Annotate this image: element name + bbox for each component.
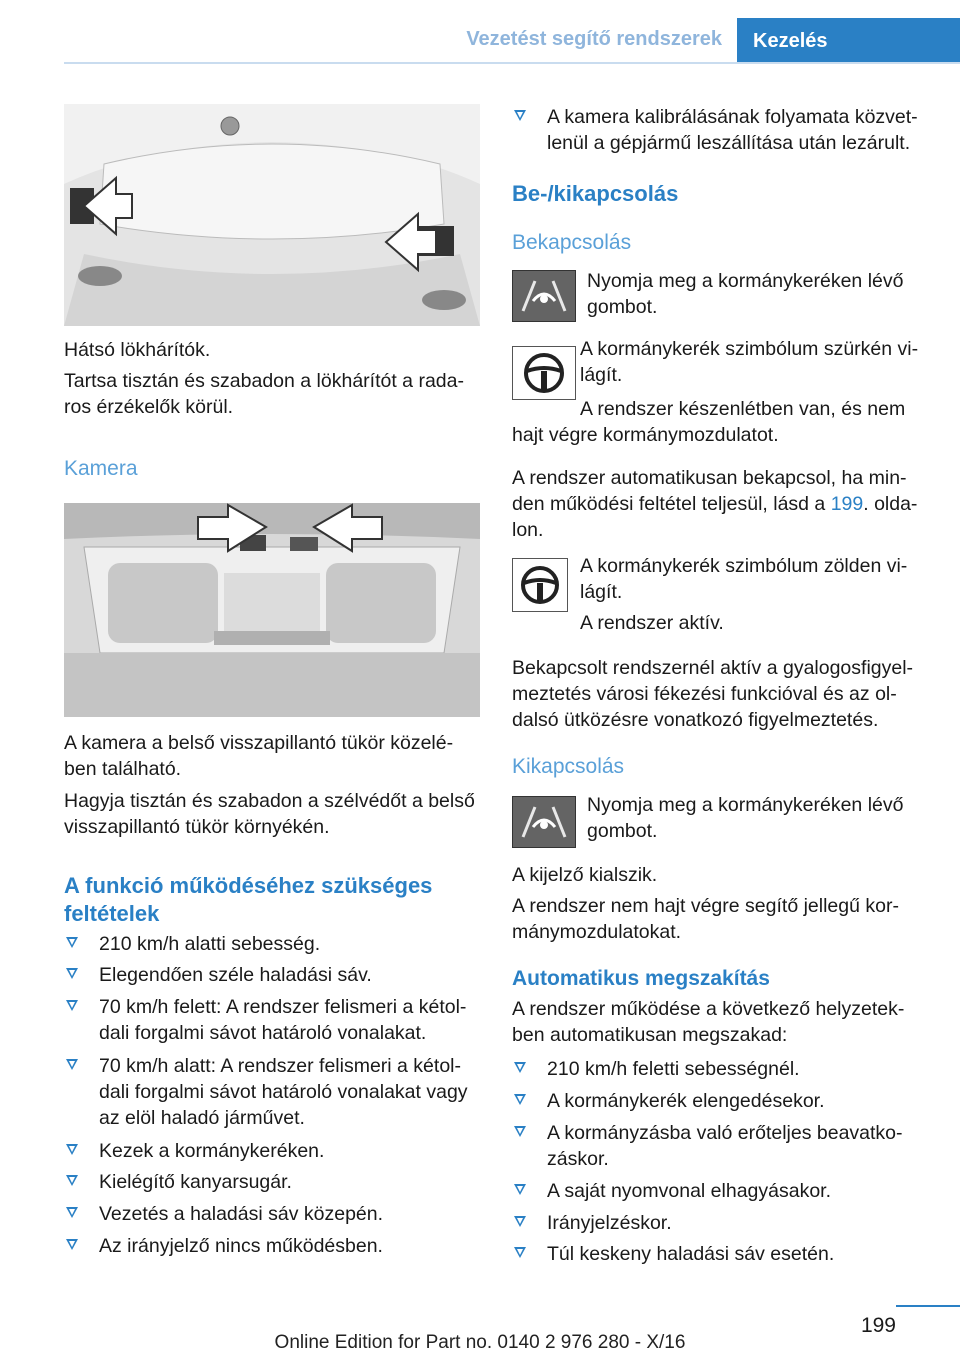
steering-wheel-green-icon: [512, 558, 568, 612]
off-heading: Kikapcsolás: [512, 755, 625, 778]
camera-interior-image: [64, 503, 480, 717]
list-item: Kezek a kormánykeréken.: [64, 1138, 482, 1164]
off-press-text: Nyomja meg a kormánykeréken lévő gombot.: [587, 794, 904, 842]
auto-on-paragraph: A rendszer automatikusan bekapcsol, ha min-den működési feltétel teljesül, lásd a 199. olda-lon.: [512, 467, 918, 541]
bullet-triangle-icon: [514, 1247, 526, 1258]
bullet-triangle-icon: [514, 1126, 526, 1137]
page-number: 199: [860, 1314, 896, 1337]
bullet-triangle-icon: [66, 937, 78, 948]
list-item: 210 km/h alatti sebesség.: [64, 931, 482, 957]
bullet-triangle-icon: [66, 1207, 78, 1218]
steering-assist-button-icon: [512, 796, 576, 848]
interrupt-heading: Automatikus megszakítás: [512, 967, 770, 990]
bumper-caption: Hátsó lökhárítók.: [64, 339, 211, 361]
edition-footer: Online Edition for Part no. 0140 2 976 280 - X/16: [274, 1332, 686, 1353]
list-item: Irányjelzéskor.: [512, 1210, 926, 1236]
list-item: 70 km/h alatt: A rendszer felismeri a kétol-dali forgalmi sávot határoló vonalakat vagy az elöl haladó járművet.: [64, 1053, 482, 1131]
activated-paragraph: Bekapcsolt rendszernél aktív a gyalogosfigyel-meztetés városi fékezési funkcióval és az ol-dalsó ütközésre vonatkozó figyelmeztetés.: [512, 657, 914, 731]
bullet-triangle-icon: [66, 1175, 78, 1186]
bullet-triangle-icon: [514, 110, 526, 121]
bullet-triangle-icon: [514, 1062, 526, 1073]
bullet-triangle-icon: [66, 1000, 78, 1011]
header-section-title: Vezetést segítő rendszerek: [466, 28, 722, 50]
list-item: Vezetés a haladási sáv közepén.: [64, 1201, 482, 1227]
bullet-triangle-icon: [514, 1184, 526, 1195]
list-item: Elegendően széle haladási sáv.: [64, 962, 482, 988]
gray-symbol-text: A kormánykerék szimbólum szürkén vi-lágít.: [580, 338, 919, 386]
rear-bumper-image: [64, 104, 480, 326]
list-item: A kormányzásba való erőteljes beavatko-záskor.: [512, 1120, 926, 1172]
interrupt-paragraph: A rendszer működése a következő helyzetek-ben automatikusan megszakad:: [512, 998, 905, 1046]
list-item: Kielégítő kanyarsugár.: [64, 1169, 482, 1195]
on-press-text: Nyomja meg a kormánykeréken lévő gombot.: [587, 270, 904, 318]
list-item: Túl keskeny haladási sáv esetén.: [512, 1241, 926, 1267]
list-item: 210 km/h feletti sebességnél.: [512, 1056, 926, 1082]
header-tab: Kezelés: [737, 18, 960, 64]
conditions-heading: A funkció működéséhez szükséges feltételek: [64, 873, 433, 926]
bullet-triangle-icon: [514, 1216, 526, 1227]
footer-rule: [896, 1305, 960, 1307]
active-text: A rendszer aktív.: [580, 612, 724, 634]
on-heading: Bekapcsolás: [512, 231, 632, 254]
bullet-triangle-icon: [514, 1094, 526, 1105]
kamera-paragraph-1: A kamera a belső visszapillantó tükör közelé-ben található.: [64, 732, 454, 780]
bullet-triangle-icon: [66, 1144, 78, 1155]
kamera-heading: Kamera: [64, 457, 138, 480]
list-item: A saját nyomvonal elhagyásakor.: [512, 1178, 926, 1204]
list-item: A kamera kalibrálásának folyamata közvet-lenül a gépjármű leszállítása után lezárult.: [512, 104, 926, 156]
list-item: A kormánykerék elengedésekor.: [512, 1088, 926, 1114]
onoff-heading: Be-/kikapcsolás: [512, 181, 679, 206]
list-item: Az irányjelző nincs működésben.: [64, 1233, 482, 1259]
bullet-triangle-icon: [66, 1239, 78, 1250]
bullet-triangle-icon: [66, 968, 78, 979]
bumper-paragraph: Tartsa tisztán és szabadon a lökhárítót a rada-ros érzékelők körül.: [64, 370, 464, 418]
bullet-triangle-icon: [66, 1059, 78, 1070]
no-steer-text: A rendszer nem hajt végre segítő jellegű kor-mánymozdulatokat.: [512, 895, 899, 943]
header-rule: [64, 62, 960, 64]
steering-wheel-gray-icon: [512, 346, 576, 400]
display-off-text: A kijelző kialszik.: [512, 864, 658, 886]
page-link[interactable]: 199: [830, 493, 864, 515]
green-symbol-text: A kormánykerék szimbólum zölden vi-lágít.: [580, 555, 908, 603]
kamera-paragraph-2: Hagyja tisztán és szabadon a szélvédőt a belső visszapillantó tükör környékén.: [64, 790, 475, 838]
standby-text: A rendszer készenlétben van, és nem hajt végre kormánymozdulatot.: [512, 398, 906, 446]
steering-assist-button-icon: [512, 270, 576, 322]
list-item: 70 km/h felett: A rendszer felismeri a kétol-dali forgalmi sávot határoló vonalakat.: [64, 994, 482, 1046]
